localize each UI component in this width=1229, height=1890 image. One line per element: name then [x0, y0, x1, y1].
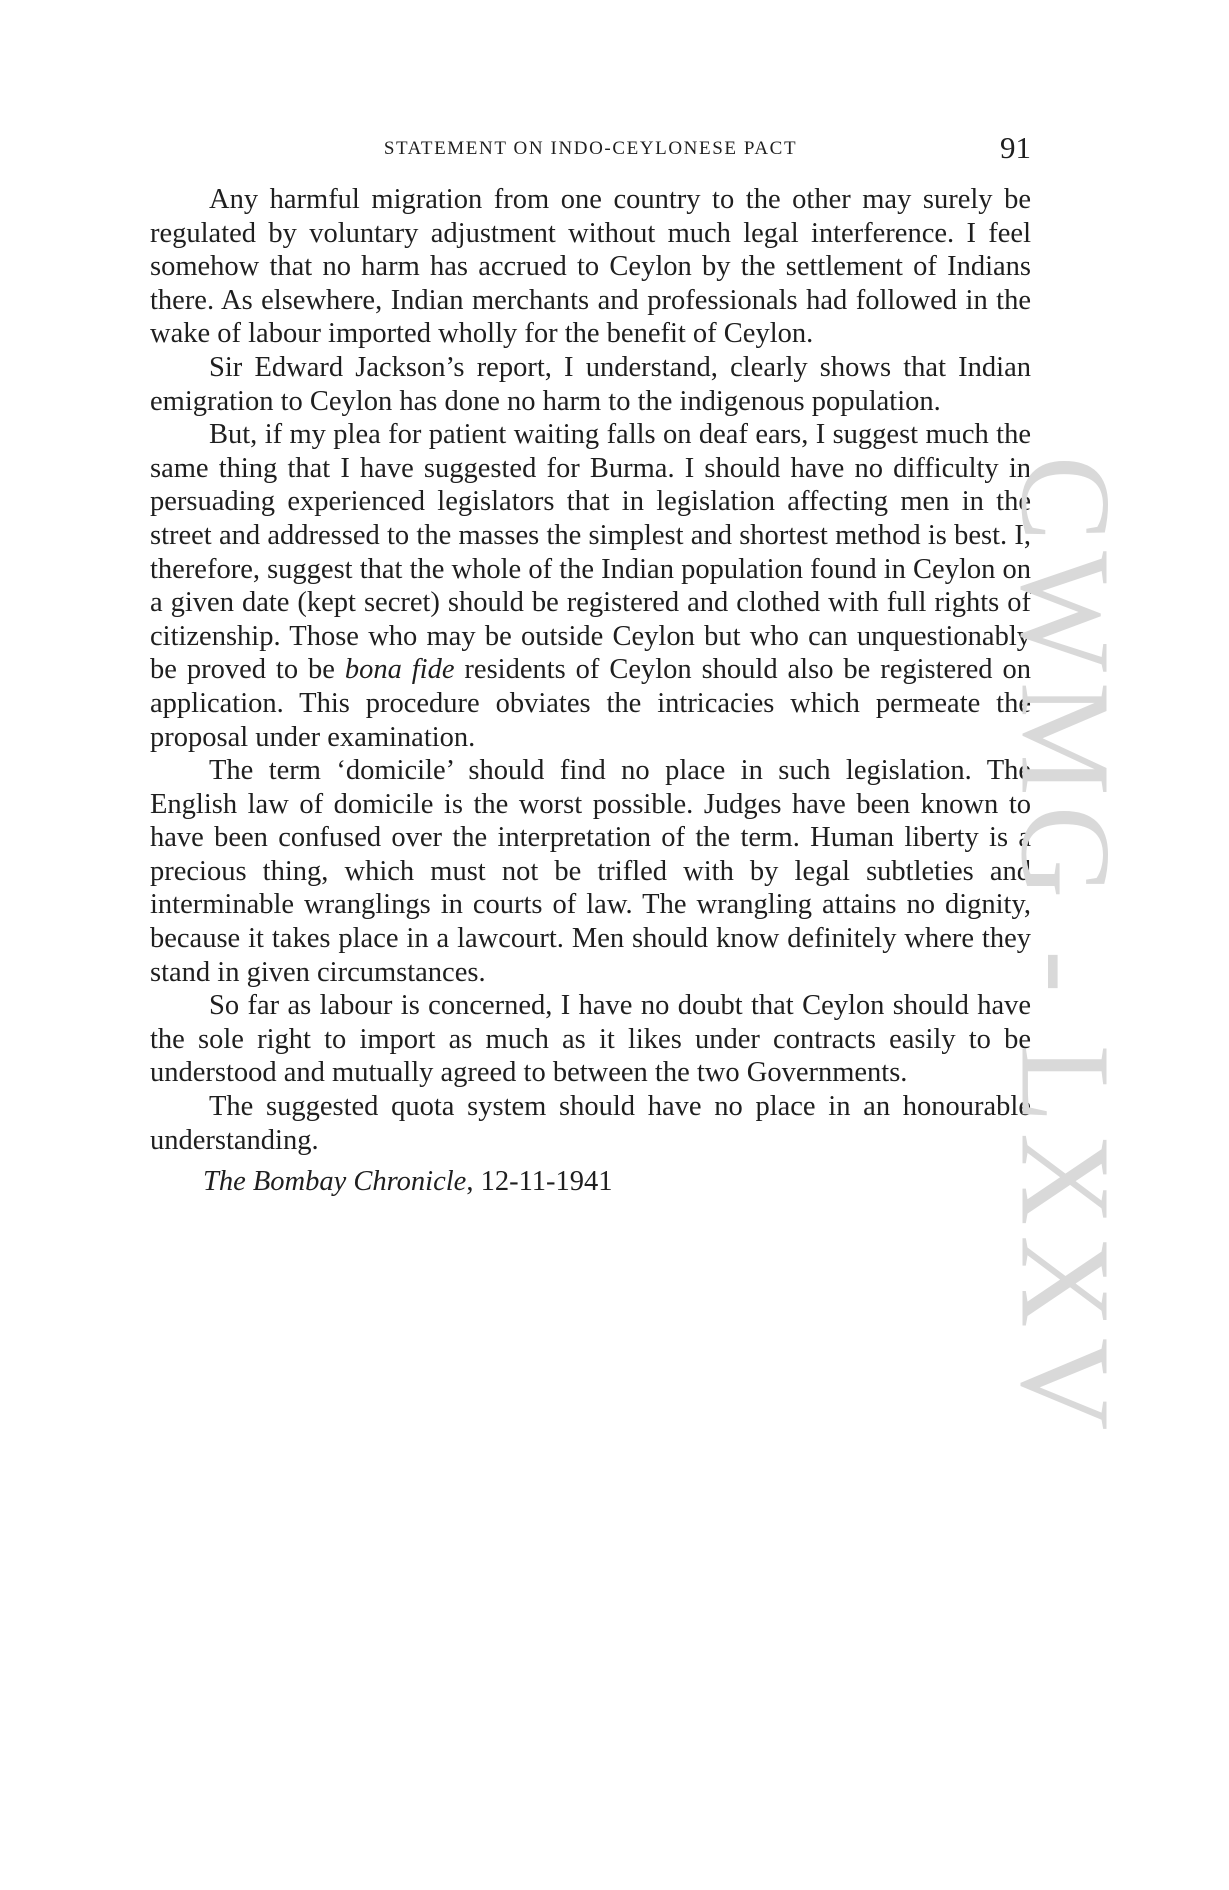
watermark	[994, 438, 1136, 1458]
source-date: 12-11-1941	[480, 1166, 613, 1198]
paragraph-jackson-report: Sir Edward Jackson’s report, I understand, clearly shows that Indian emigration to Ceylon has done no harm to the indigenous population.	[150, 351, 1031, 417]
paragraph-registration-part-1: But, if my plea for patient waiting falls on deaf ears, I suggest much the same thing that I have suggested for Burma. I should have no difficulty in persuading experienced legislators that in legislation affecting men in the street and addressed to the masses the simplest and shortest method is best. I, therefore, suggest that the whole of the Indian population found in Ceylon on a given date (kept secret) should be registered and clothed with full rights of citizenship. Those who may be outside Ceylon but who can unquestionably be proved to be	[150, 419, 1031, 686]
paragraph-labour: So far as labour is concerned, I have no doubt that Ceylon should have the sole right to import as much as it likes under contracts easily to be understood and mutually agreed to between the two Governments.	[150, 990, 1031, 1089]
paragraph-domicile: The term ‘domicile’ should find no place in such legislation. The English law of domicile is the worst possible. Judges have been known to have been confused over the interpretation of the term. Human liberty is a precious thing, which must not be trifled with by legal subtleties and interminable wranglings in courts of law. The wrangling attains no dignity, because it takes place in a lawcourt. Men should know definitely where they stand in given circumstances.	[150, 755, 1031, 988]
page-number: 91	[1000, 130, 1031, 165]
running-title: STATEMENT ON INDO-CEYLONESE PACT	[383, 138, 798, 159]
paragraph-quota: The suggested quota system should have no place in an honourable understanding.	[150, 1091, 1031, 1156]
paragraph-registration-part-2: residents of Ceylon should also be registered on application. This procedure obviates the intricacies which permeate the proposal under examination.	[150, 654, 1031, 753]
paragraph-registration	[150, 418, 1031, 754]
source-citation	[150, 1165, 1031, 1199]
italic-bona-fide: bona fide	[344, 654, 455, 686]
source-separator: ,	[466, 1166, 481, 1198]
watermark-text: CWMG - LXXV	[994, 455, 1136, 1441]
paragraph-migration: Any harmful migration from one country to the other may surely be regulated by voluntary adjustment without much legal interference. I feel somehow that no harm has accrued to Ceylon by the settlement of Indians there. As elsewhere, Indian merchants and professionals had followed in the wake of labour imported wholly for the benefit of Ceylon.	[150, 184, 1031, 350]
source-publication: The Bombay Chronicle	[203, 1166, 467, 1198]
body-text	[150, 183, 1031, 1199]
running-header	[150, 130, 1031, 174]
